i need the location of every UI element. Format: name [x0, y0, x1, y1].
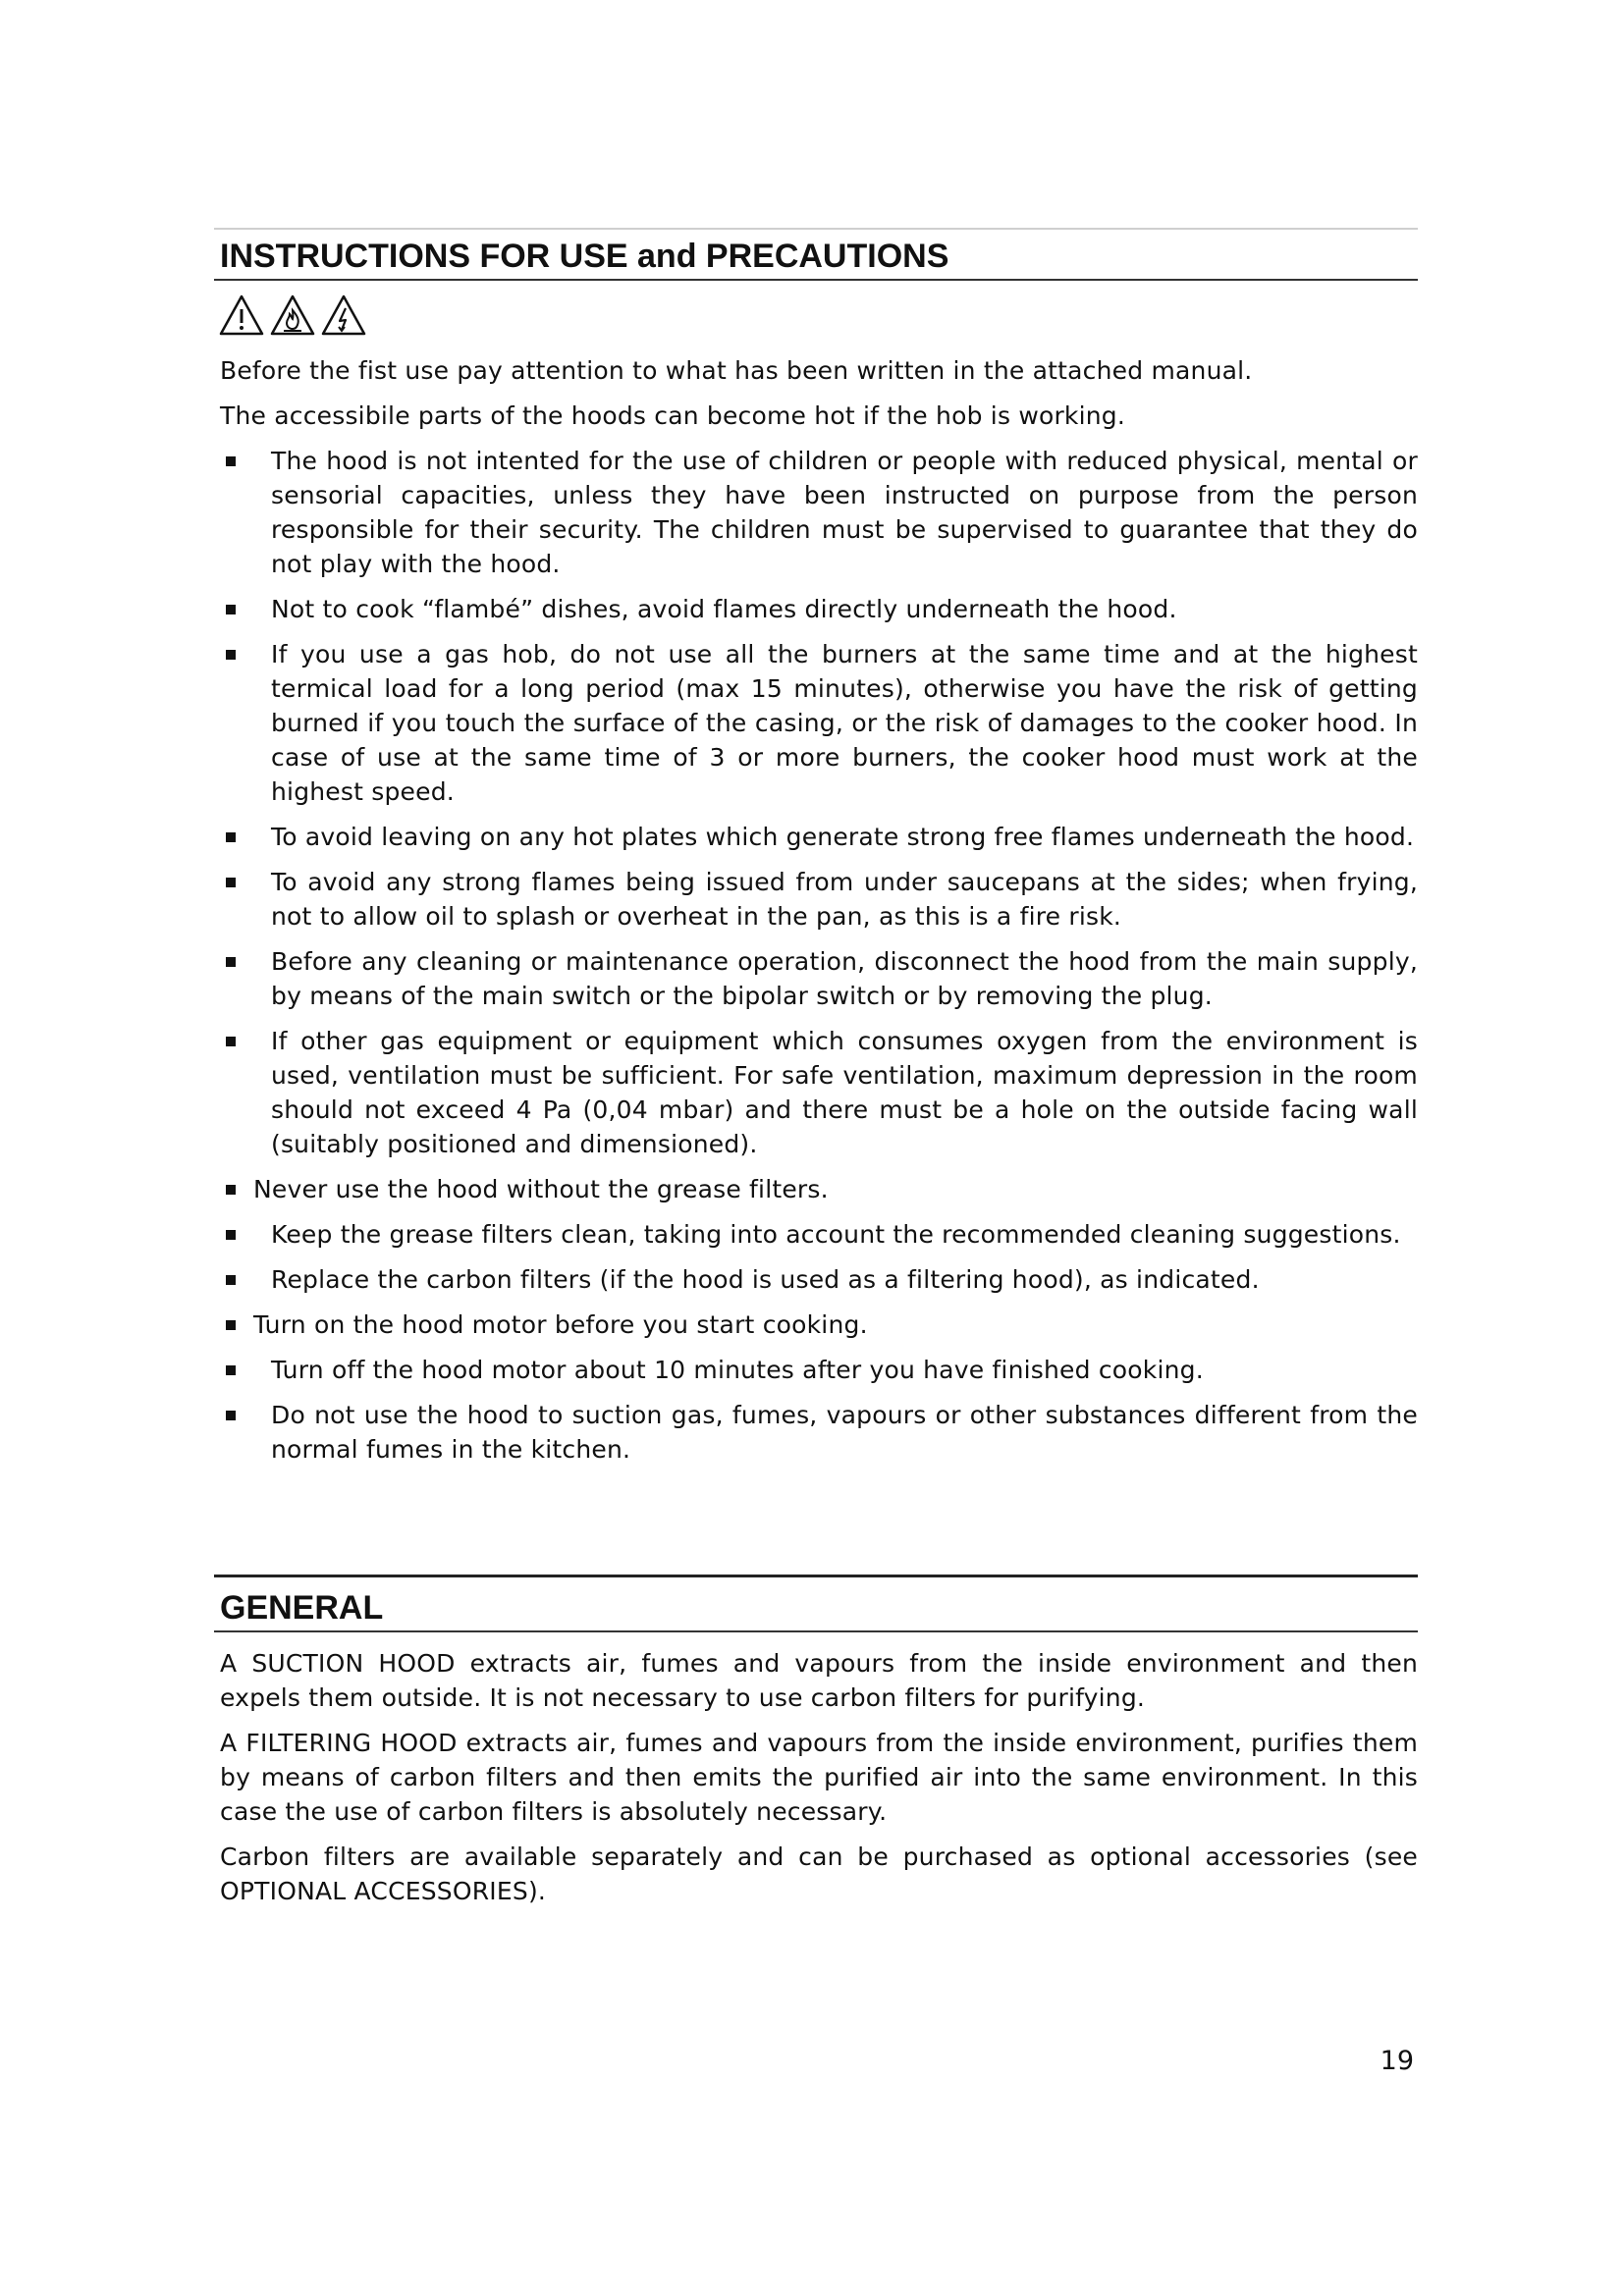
list-item — [214, 1262, 1418, 1297]
bullet-square-icon — [226, 1185, 236, 1195]
section-instructions — [214, 228, 1418, 1477]
list-item — [214, 1217, 1418, 1252]
bullet-square-icon — [226, 832, 236, 842]
list-item — [214, 820, 1418, 854]
list-item-text: If other gas equipment or equipment which consumes oxygen from the environment is used, ventilation must be sufficient. For safe ventilation, maximum depression in the room should not exceed 4 Pa (0,04 mbar) and there must be a hole on the outside facing wall (suitably positioned and dimensioned). — [271, 1027, 1418, 1158]
bullet-square-icon — [226, 1320, 236, 1330]
list-item — [214, 1398, 1418, 1467]
list-item-text: Do not use the hood to suction gas, fumes, vapours or other substances different from the normal fumes in the kitchen. — [271, 1401, 1418, 1464]
warning-icon — [218, 293, 265, 338]
section-title: GENERAL — [220, 1589, 384, 1627]
section-general — [214, 1575, 1418, 1919]
bullet-square-icon — [226, 605, 236, 614]
bullet-square-icon — [226, 456, 236, 466]
list-item — [214, 637, 1418, 809]
bullet-square-icon — [226, 1037, 236, 1046]
general-paragraph: Carbon filters are available separately and can be purchased as optional accessories (see OPTIONAL ACCESSORIES). — [220, 1842, 1418, 1905]
title-underline — [214, 279, 1418, 281]
bullet-square-icon — [226, 650, 236, 660]
list-item — [214, 944, 1418, 1013]
list-item-text: Keep the grease filters clean, taking into account the recommended cleaning suggestions. — [271, 1220, 1401, 1249]
list-item — [214, 865, 1418, 934]
general-paragraph: A FILTERING HOOD extracts air, fumes and vapours from the inside environment, purifies them by means of carbon filters and then emits the purified air into the same environment. In this case the use of carbon filters is absolutely necessary. — [220, 1729, 1418, 1826]
list-item-text: Not to cook “flambé” dishes, avoid flames directly underneath the hood. — [271, 595, 1177, 623]
precautions-list — [214, 444, 1418, 1467]
bullet-square-icon — [226, 957, 236, 967]
list-item-text: If you use a gas hob, do not use all the burners at the same time and at the highest termical load for a long period (max 15 minutes), otherwise you have the risk of getting burned if you touch the surface of the casing, or the risk of damages to the cooker hood. In case of use at the same time of 3 or more burners, the cooker hood must work at the highest speed. — [271, 640, 1418, 806]
list-item — [214, 592, 1418, 626]
list-item-text: Never use the hood without the grease filters. — [253, 1175, 829, 1203]
bullet-square-icon — [226, 1275, 236, 1285]
electric-hazard-icon — [320, 293, 367, 338]
list-item-text: To avoid any strong flames being issued from under saucepans at the sides; when frying, not to allow oil to splash or overheat in the pan, as this is a fire risk. — [271, 868, 1418, 931]
list-item-text: Before any cleaning or maintenance operation, disconnect the hood from the main supply, by means of the main switch or the bipolar switch or by removing the plug. — [271, 947, 1418, 1010]
fire-hazard-icon — [269, 293, 316, 338]
intro-paragraph: Before the fist use pay attention to what has been written in the attached manual. — [220, 356, 1253, 385]
list-item — [214, 1353, 1418, 1387]
warning-icons — [218, 293, 1418, 342]
general-paragraph: A SUCTION HOOD extracts air, fumes and vapours from the inside environment and then expels them outside. It is not necessary to use carbon filters for purifying. — [220, 1649, 1418, 1712]
bullet-square-icon — [226, 1365, 236, 1375]
title-underline — [214, 1630, 1418, 1632]
list-item-text: Turn on the hood motor before you start cooking. — [253, 1310, 868, 1339]
list-item — [214, 444, 1418, 581]
list-item — [214, 1024, 1418, 1161]
bullet-square-icon — [226, 1411, 236, 1420]
list-item-text: Turn off the hood motor about 10 minutes after you have finished cooking. — [271, 1356, 1204, 1384]
bullet-square-icon — [226, 878, 236, 887]
section-title: INSTRUCTIONS FOR USE and PRECAUTIONS — [220, 238, 949, 275]
list-item — [214, 1172, 1418, 1206]
list-item — [214, 1308, 1418, 1342]
bullet-square-icon — [226, 1230, 236, 1240]
list-item-text: To avoid leaving on any hot plates which generate strong free flames underneath the hood. — [271, 823, 1415, 851]
intro-paragraph: The accessibile parts of the hoods can become hot if the hob is working. — [220, 401, 1126, 430]
list-item-text: The hood is not intented for the use of children or people with reduced physical, mental or sensorial capacities, unless they have been instructed on purpose from the person responsible for their security. The children must be supervised to guarantee that they do not play with the hood. — [271, 447, 1418, 578]
page-number: 19 — [1380, 2046, 1414, 2076]
list-item-text: Replace the carbon filters (if the hood is used as a filtering hood), as indicated. — [271, 1265, 1260, 1294]
